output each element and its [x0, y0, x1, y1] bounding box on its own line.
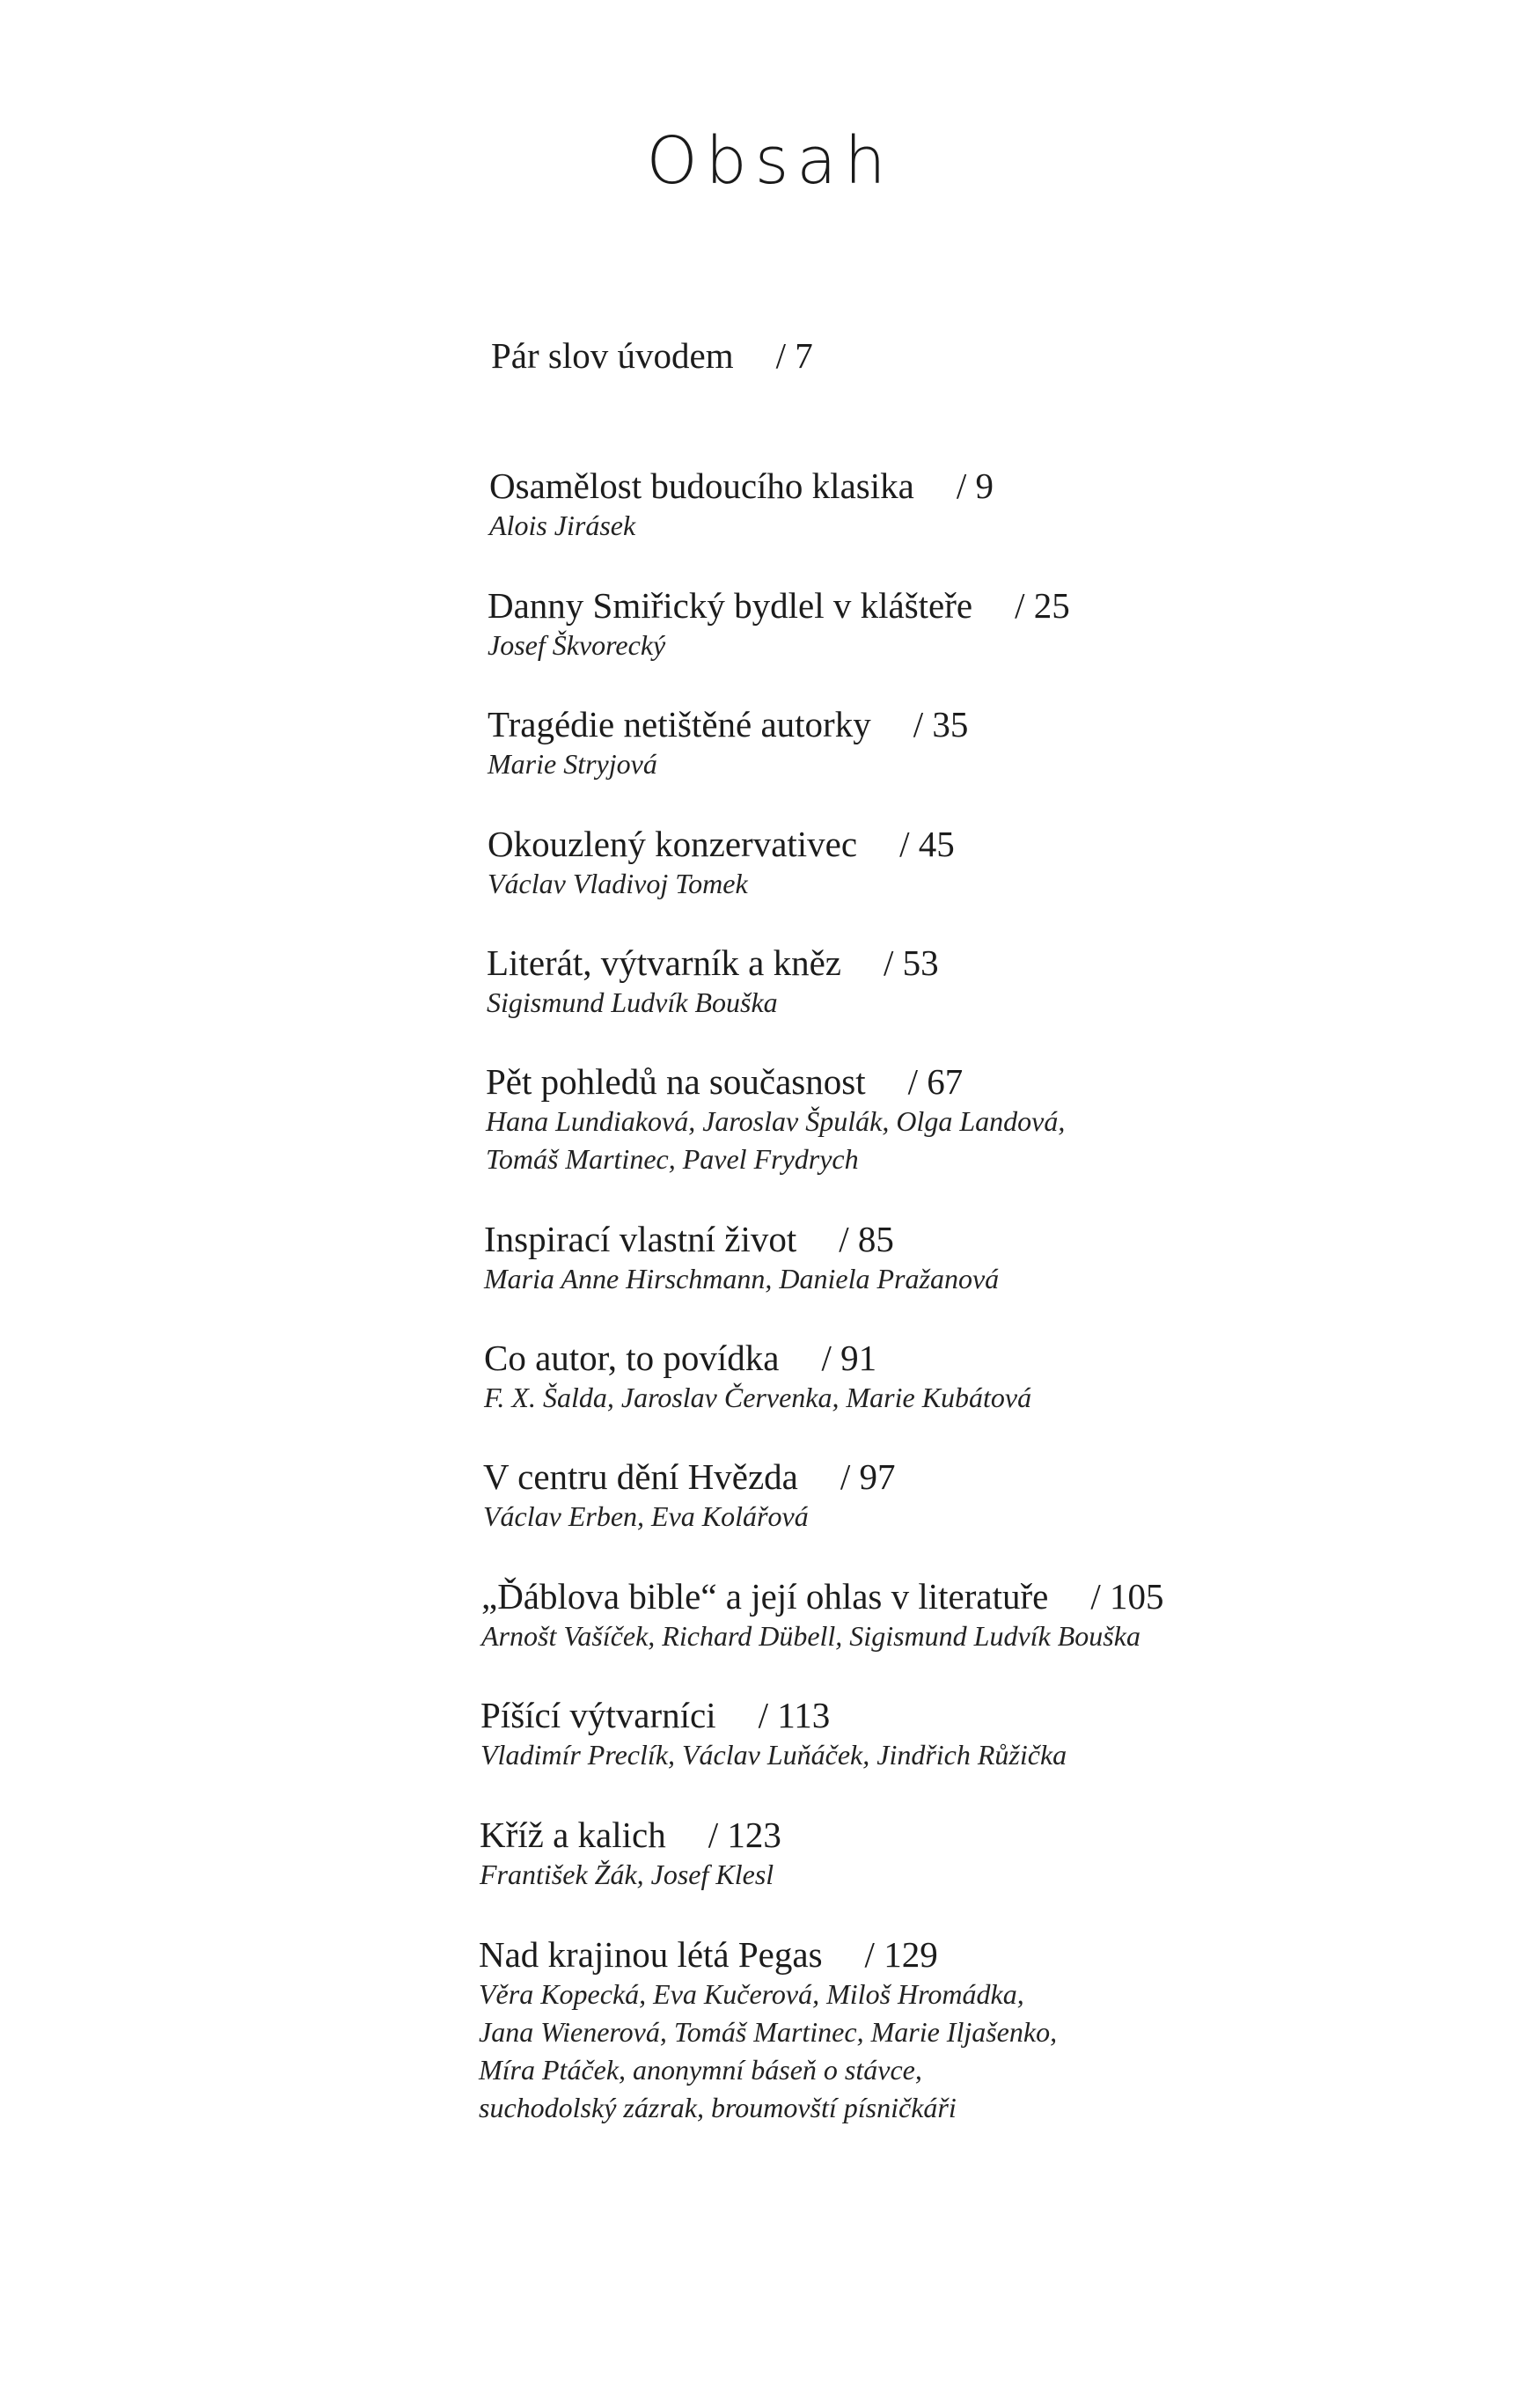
toc-entry: [479, 1933, 1359, 2127]
toc-entry-title: Danny Smiřický bydlel v klášteře: [488, 585, 973, 626]
toc-entry-title: Kříž a kalich: [480, 1815, 666, 1855]
toc-entry: [488, 703, 1368, 783]
toc-entry-page-number: 123: [727, 1815, 781, 1855]
toc-entry-authors: [488, 627, 1368, 664]
page-title: Obsah: [646, 123, 894, 199]
toc-entry-separator: / 7: [775, 335, 813, 376]
toc-entry-title: Nad krajinou létá Pegas: [479, 1934, 823, 1975]
toc-entry: [484, 1337, 1364, 1417]
toc-entry-author-line: Marie Stryjová: [488, 748, 657, 780]
toc-entry-author-line: Věra Kopecká, Eva Kučerová, Miloš Hromádka,: [479, 1978, 1024, 2010]
toc-entry-page-number: 53: [902, 942, 939, 983]
toc-entry-page-number: 45: [918, 824, 955, 864]
toc-entry-author-line: Alois Jirásek: [489, 510, 636, 541]
toc-entry-author-line: Míra Ptáček, anonymní báseň o stávce,: [479, 2054, 922, 2086]
toc-entry-author-line: Sigismund Ludvík Bouška: [487, 986, 778, 1018]
toc-entry-authors: [484, 1260, 1364, 1298]
toc-entry-line: [484, 1337, 1364, 1379]
toc-entry-line: [491, 334, 1371, 377]
toc-entry-line: [488, 584, 1368, 627]
toc-entry-title: „Ďáblova bible“ a její ohlas v literatuře: [481, 1576, 1049, 1617]
toc-entry-separator: / 113: [758, 1695, 831, 1735]
toc-entry-page-number: 35: [932, 704, 969, 744]
toc-entry-title: Osamělost budoucího klasika: [489, 466, 914, 506]
toc-entry-separator: / 53: [884, 942, 939, 983]
toc-entry-page-number: 67: [927, 1061, 964, 1102]
toc-entry-author-line: Václav Vladivoj Tomek: [488, 868, 748, 899]
toc-entry-page-number: 129: [884, 1934, 938, 1975]
toc-entry-title: Literát, výtvarník a kněz: [487, 942, 841, 983]
toc-entry-line: [486, 1060, 1366, 1103]
toc-entry-title: Okouzlený konzervativec: [488, 824, 858, 864]
toc-entry-page-number: 9: [975, 466, 994, 506]
toc-entry-author-line: suchodolský zázrak, broumovští písničkáři: [479, 2092, 957, 2123]
toc-entry: [488, 584, 1368, 664]
toc-entry-line: [489, 465, 1369, 507]
toc-entry-author-line: František Žák, Josef Klesl: [480, 1859, 774, 1890]
toc-entry-title: Co autor, to povídka: [484, 1338, 780, 1378]
toc-entry-line: [488, 703, 1368, 745]
toc-entry-authors: [489, 507, 1369, 545]
toc-entry: [480, 1814, 1360, 1894]
toc-entry-page-number: 25: [1033, 585, 1070, 626]
toc-entry-title: Tragédie netištěné autorky: [488, 704, 871, 744]
toc-entry-separator: / 97: [840, 1456, 896, 1497]
toc-entry-separator: / 9: [956, 466, 994, 506]
toc-entry-authors: [481, 1617, 1361, 1655]
toc-entry: [480, 1694, 1360, 1774]
toc-entry-line: [487, 942, 1367, 984]
toc-entry-authors: [480, 1856, 1360, 1894]
toc-entry-authors: [480, 1736, 1360, 1774]
toc-entry-line: [488, 823, 1368, 865]
toc-entry-author-line: Jana Wienerová, Tomáš Martinec, Marie Iljašenko,: [479, 2016, 1058, 2048]
toc-entry-page-number: 7: [795, 335, 813, 376]
toc-entry-page-number: 97: [859, 1456, 896, 1497]
toc-entry-title: Inspirací vlastní život: [484, 1219, 797, 1259]
toc-entry-title: Pět pohledů na současnost: [486, 1061, 866, 1102]
toc-entry-page-number: 105: [1110, 1576, 1164, 1617]
toc-entry-title: Pár slov úvodem: [491, 335, 734, 376]
toc-entry-authors: [486, 1103, 1366, 1178]
toc-entry-author-line: Tomáš Martinec, Pavel Frydrych: [486, 1143, 859, 1175]
toc-entry-author-line: Arnošt Vašíček, Richard Dübell, Sigismund Ludvík Bouška: [481, 1620, 1140, 1652]
toc-entry-line: [481, 1575, 1361, 1617]
toc-entry: [489, 465, 1369, 545]
toc-entry-page-number: 91: [840, 1338, 877, 1378]
toc-entry-separator: / 25: [1015, 585, 1070, 626]
toc-entry-separator: / 129: [864, 1934, 938, 1975]
toc-entry-authors: [483, 1498, 1363, 1536]
toc-entry-separator: / 105: [1090, 1576, 1164, 1617]
toc-entry-authors: [488, 745, 1368, 783]
toc-entry-separator: / 85: [839, 1219, 894, 1259]
toc-entry-authors: [487, 984, 1367, 1022]
toc-entry-author-line: Vladimír Preclík, Václav Luňáček, Jindřich Růžička: [480, 1739, 1067, 1771]
toc-entry-line: [484, 1218, 1364, 1260]
toc-entry-line: [479, 1933, 1359, 1976]
toc-entry: [481, 1575, 1361, 1655]
toc-entry-separator: / 45: [899, 824, 955, 864]
toc-entry-page-number: 85: [857, 1219, 894, 1259]
toc-entry-page-number: 113: [777, 1695, 831, 1735]
toc-entry-author-line: F. X. Šalda, Jaroslav Červenka, Marie Kubátová: [484, 1382, 1032, 1413]
toc-entry-authors: [484, 1379, 1364, 1417]
toc-entry-separator: / 123: [708, 1815, 781, 1855]
toc-entry: [491, 334, 1371, 377]
toc-entry: [487, 942, 1367, 1022]
toc-entry-authors: [479, 1976, 1359, 2127]
toc-entry-title: V centru dění Hvězda: [483, 1456, 798, 1497]
toc-entry-line: [480, 1814, 1360, 1856]
toc-entry: [483, 1455, 1363, 1536]
toc-entry-author-line: Josef Škvorecký: [488, 629, 666, 661]
toc-entry: [488, 823, 1368, 903]
toc-entry-author-line: Maria Anne Hirschmann, Daniela Pražanová: [484, 1263, 1000, 1294]
toc-entry-authors: [488, 865, 1368, 903]
toc-entry-author-line: Václav Erben, Eva Kolářová: [483, 1500, 809, 1532]
toc-entry-line: [480, 1694, 1360, 1736]
toc-entry: [484, 1218, 1364, 1298]
toc-entry-title: Píšící výtvarníci: [480, 1695, 716, 1735]
toc-entry: [486, 1060, 1366, 1178]
toc-entry-separator: / 91: [821, 1338, 877, 1378]
toc-entry-line: [483, 1455, 1363, 1498]
toc-entry-separator: / 67: [907, 1061, 964, 1102]
toc-entry-author-line: Hana Lundiaková, Jaroslav Špulák, Olga Landová,: [486, 1105, 1066, 1137]
toc-entry-separator: / 35: [913, 704, 969, 744]
